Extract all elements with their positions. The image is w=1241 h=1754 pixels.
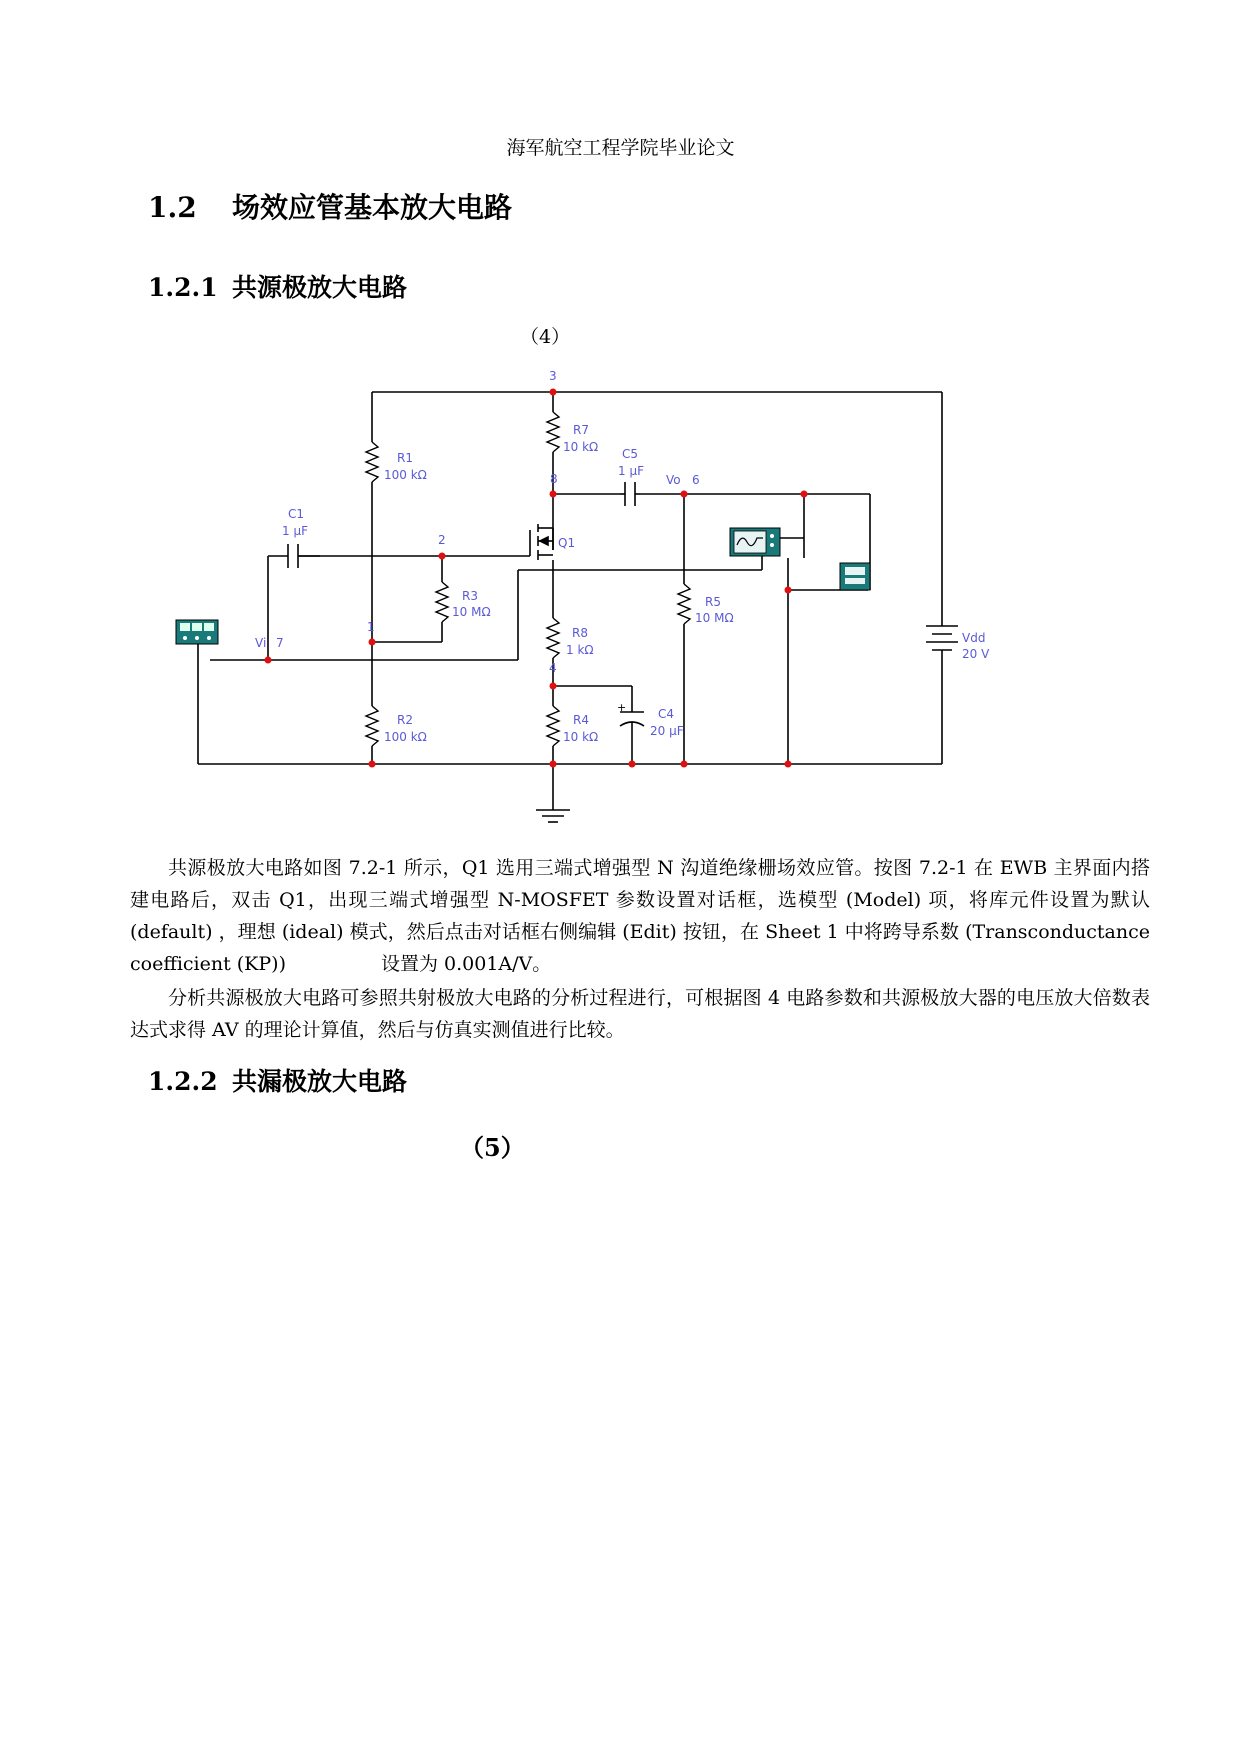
battery-vdd [926, 626, 958, 650]
r8-name: R8 [572, 626, 588, 640]
multimeter-icon [840, 563, 870, 590]
resistor-r2 [366, 706, 378, 746]
r3-value: 10 MΩ [452, 605, 491, 619]
node-label-7: 7 [276, 636, 284, 650]
c4-name: C4 [658, 707, 675, 721]
r5-value: 10 MΩ [695, 611, 734, 625]
r3-name: R3 [462, 589, 478, 603]
mosfet-q1 [530, 524, 553, 560]
subsection-number-2: 1.2.2 [148, 1067, 218, 1096]
capacitor-c1 [288, 544, 298, 568]
c4-value: 20 µF [650, 724, 684, 738]
subsection-title-1: 共源极放大电路 [232, 273, 408, 302]
node-label-vo: Vo [666, 473, 681, 487]
figure-label-1: （4） [520, 326, 571, 348]
subsection-title-2: 共漏极放大电路 [232, 1067, 408, 1096]
subsection-number-1: 1.2.1 [148, 273, 218, 302]
paragraph-2: 分析共源极放大电路可参照共射极放大电路的分析过程进行，可根据图 4 电路参数和共源极放大器的电压放大倍数表达式求得 AV 的理论计算值，然后与仿真实测值进行比较。 [130, 987, 1150, 1041]
r1-name: R1 [397, 451, 413, 465]
node-label-2: 2 [438, 533, 446, 547]
page-header: 海军航空工程学院毕业论文 [506, 137, 735, 159]
c1-name: C1 [288, 507, 305, 521]
node-label-8: 8 [550, 472, 558, 486]
r4-name: R4 [573, 713, 589, 727]
node-label-vi: Vi [255, 636, 267, 650]
resistor-r5 [678, 584, 690, 624]
resistor-r7 [547, 412, 559, 452]
resistor-r3 [436, 582, 448, 622]
capacitor-c5 [620, 482, 640, 506]
vdd-name: Vdd [962, 631, 986, 645]
r1-value: 100 kΩ [384, 468, 427, 482]
subsection-heading-1 [148, 268, 407, 304]
capacitors [288, 482, 644, 726]
paragraph-1: 共源极放大电路如图 7.2-1 所示，Q1 选用三端式增强型 N 沟道绝缘栅场效应管。按图 7.2-1 在 EWB 主界面内搭建电路后，双击 Q1，出现三端式增强型 N-MOSFET 参数设置对话框，选模型 (Model) 项，将库元件设置为默认 (default) ，理想 (ideal) 模式，然后点击对话框右侧编辑 (Edit) 按钮，在 Sheet 1 中将跨导系数 (Transconductance coefficient (KP)) 设置为 0.001A/V。 [130, 857, 1170, 975]
r8-value: 1 kΩ [566, 643, 594, 657]
circuit-diagram [0, 360, 1241, 850]
figure-label-2: （5） [460, 1133, 525, 1162]
c5-value: 1 µF [618, 464, 644, 478]
oscilloscope-icon [730, 528, 780, 556]
circuit-nodes [265, 389, 808, 768]
function-generator-icon [176, 620, 218, 644]
node-label-1: 1 [367, 620, 375, 634]
q1-name: Q1 [558, 536, 576, 550]
section-heading [148, 186, 512, 226]
capacitor-c4 [617, 701, 644, 726]
node-label-4: 4 [549, 661, 557, 675]
r2-name: R2 [397, 713, 413, 727]
circuit-wires [198, 392, 942, 810]
vdd-value: 20 V [962, 647, 990, 661]
r7-value: 10 kΩ [563, 440, 599, 454]
node-label-6: 6 [692, 473, 700, 487]
r4-value: 10 kΩ [563, 730, 599, 744]
section-title: 场效应管基本放大电路 [232, 191, 513, 224]
resistor-r4 [547, 706, 559, 746]
r7-name: R7 [573, 423, 589, 437]
r2-value: 100 kΩ [384, 730, 427, 744]
svg-text:+: + [617, 701, 627, 714]
r5-name: R5 [705, 595, 721, 609]
resistor-r1 [366, 442, 378, 482]
subsection-heading-2 [148, 1062, 407, 1098]
resistor-r8 [547, 618, 559, 658]
section-number: 1.2 [148, 191, 197, 224]
node-label-3: 3 [549, 369, 557, 383]
c1-value: 1 µF [282, 524, 308, 538]
c5-name: C5 [622, 447, 639, 461]
resistors [366, 412, 690, 746]
ground-icon [536, 810, 570, 822]
body-text [130, 852, 1170, 1046]
